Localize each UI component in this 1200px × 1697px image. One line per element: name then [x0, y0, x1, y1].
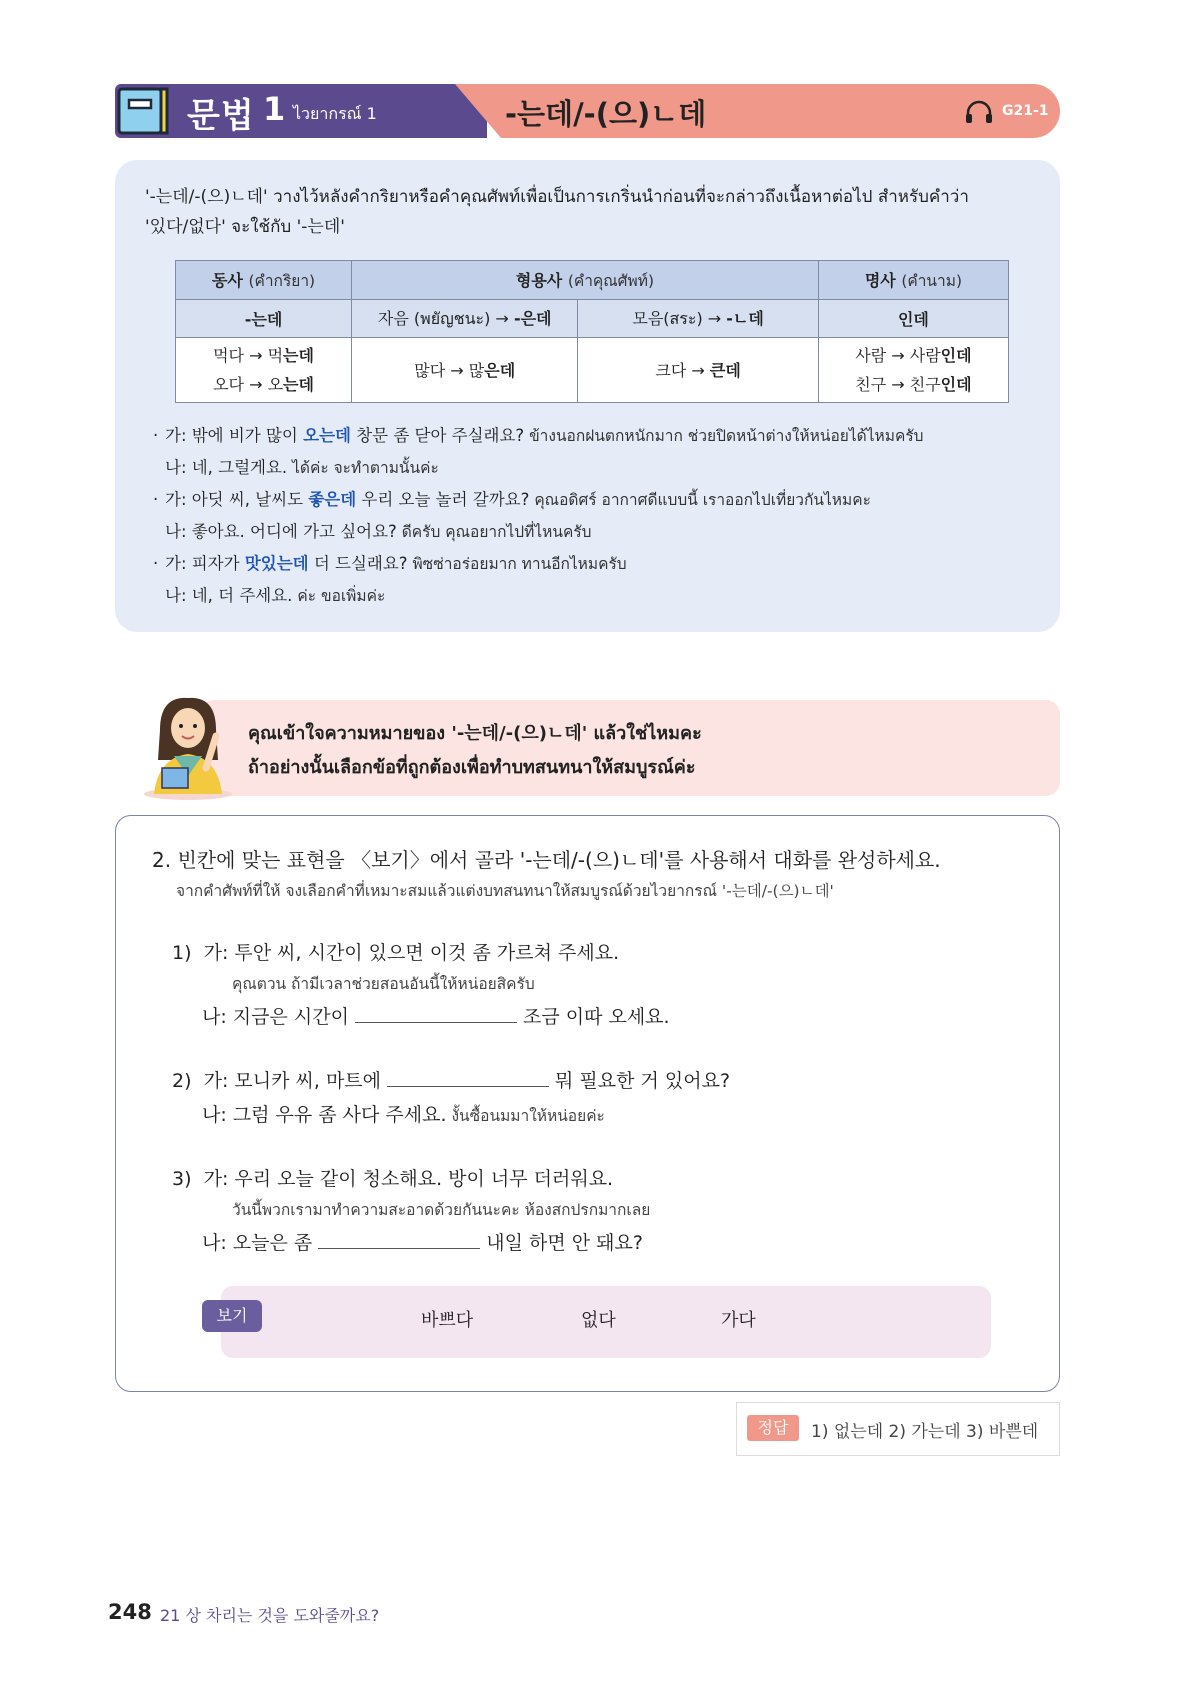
answer-blank-3[interactable]: [318, 1230, 480, 1249]
header-noun: 명사 (คำนาม): [818, 261, 1008, 300]
conjugation-table: [175, 260, 1009, 403]
word-bank-item[interactable]: 가다: [721, 1310, 756, 1331]
chapter-title: 21 상 차리는 것을 도와줄까요?: [160, 1606, 380, 1625]
banner-subtitle: ไวยากรณ์ 1: [293, 104, 377, 123]
consonant-form: 자음 (พยัญชนะ) → -은데: [352, 300, 578, 338]
intro-line-1: '-는데/-(으)ㄴ데' วางไว้หลังคำกริยาหรือคำคุณศัพท์เพื่อเป็นการเกริ่นนำก่อนที่จะกล่าวถึงเนื้อหาต่อไป สำหรับคำว่า: [145, 187, 969, 207]
exercise-title: 2. 빈칸에 맞는 표현을 〈보기〉에서 골라 '-는데/-(으)ㄴ데'를 사용해서 대화를 완성하세요.: [152, 848, 941, 872]
example-1-b: 나: 네, 그럴게요. ได้ค่ะ จะทำตามนั้นค่ะ: [165, 458, 439, 477]
answer-label: 정답: [747, 1415, 799, 1441]
example-2-b: 나: 좋아요. 어디에 가고 싶어요? ดีครับ คุณอยากไปที่ไหนครับ: [165, 522, 592, 541]
header-verb: 동사 (คำกริยา): [176, 261, 352, 300]
tip-line-2: ถ้าอย่างนั้นเลือกข้อที่ถูกต้องเพื่อทำบทสนทนาให้สมบูรณ์ค่ะ: [248, 757, 696, 778]
example-3-a: · 가: 피자가 맛있는데 더 드실래요? พิซซ่าอร่อยมาก ทานอีกไหมครับ: [153, 554, 627, 573]
word-bank-item[interactable]: 없다: [581, 1310, 616, 1331]
vowel-form: 모음(สระ) → -ㄴ데: [578, 300, 818, 338]
item-3-b: 나: 오늘은 좀 내일 하면 안 돼요?: [202, 1232, 643, 1254]
page-number: 248: [108, 1600, 152, 1624]
answer-key: [736, 1402, 1060, 1456]
item-3-a-th: วันนี้พวกเรามาทำความสะอาดด้วยกันนะคะ ห้องสกปรกมากเลย: [232, 1201, 651, 1219]
item-2-a: 2) 가: 모니카 씨, 마트에 뭐 필요한 거 있어요?: [172, 1070, 731, 1092]
headphones-icon[interactable]: [965, 100, 993, 124]
item-3-a: 3) 가: 우리 오늘 같이 청소해요. 방이 너무 더러워요.: [172, 1168, 614, 1190]
example-3-b: 나: 네, 더 주세요. ค่ะ ขอเพิ่มค่ะ: [165, 586, 386, 605]
tip-line-1: คุณเข้าใจความหมายของ '-는데/-(으)ㄴ데' แล้วใช่ไหมคะ: [248, 723, 702, 744]
answer-blank-2[interactable]: [387, 1068, 549, 1087]
item-2-b: 나: 그럼 우유 좀 사다 주세요. งั้นซื้อนมมาให้หน่อยค่ะ: [202, 1104, 605, 1126]
item-1-b: 나: 지금은 시간이 조금 이따 오세요.: [202, 1006, 670, 1028]
intro-line-2: '있다/없다' จะใช้กับ '-는데': [145, 217, 345, 237]
audio-track-code[interactable]: G21-1: [1002, 103, 1049, 119]
banner-grammar: -는데/-(으)ㄴ데: [505, 97, 707, 131]
teacher-illustration: [140, 690, 236, 800]
vowel-example: 크다 → 큰데: [578, 338, 818, 403]
example-1-a: · 가: 밖에 비가 많이 오는데 창문 좀 닫아 주실래요? ข้างนอกฝนตกหนักมาก ช่วยปิดหน้าต่างให้หน่อยได้ไหมครับ: [153, 426, 924, 445]
banner-title: 문법: [187, 96, 255, 136]
verb-form: -는데: [176, 300, 352, 338]
item-1-a: 1) 가: 투안 씨, 시간이 있으면 이것 좀 가르쳐 주세요.: [172, 942, 620, 964]
consonant-example: 많다 → 많은데: [352, 338, 578, 403]
header-adjective: 형용사 (คำคุณศัพท์): [352, 261, 819, 300]
noun-form: 인데: [818, 300, 1008, 338]
noun-examples: 사람 → 사람인데 친구 → 친구인데: [818, 338, 1008, 403]
word-bank-item[interactable]: 바쁘다: [421, 1310, 474, 1331]
example-2-a: · 가: 아딧 씨, 날씨도 좋은데 우리 오늘 놀러 갈까요? คุณอดิศร์ อากาศดีแบบนี้ เราออกไปเที่ยวกันไหมคะ: [153, 490, 871, 509]
answer-text: 1) 없는데 2) 가는데 3) 바쁜데: [811, 1422, 1039, 1442]
verb-examples: 먹다 → 먹는데 오다 → 오는데: [176, 338, 352, 403]
grammar-banner: [115, 84, 1060, 138]
exercise-subtitle: จากคำศัพท์ที่ให้ จงเลือกคำที่เหมาะสมแล้วแต่งบทสนทนาให้สมบูรณ์ด้วยไวยากรณ์ '-는데/-(으)ㄴ데': [176, 882, 834, 900]
exercise-box: [115, 815, 1060, 1392]
item-1-a-th: คุณตวน ถ้ามีเวลาช่วยสอนอันนี้ให้หน่อยสิครับ: [232, 975, 535, 993]
banner-number: 1: [263, 90, 286, 128]
word-bank-label: 보기: [202, 1300, 262, 1332]
book-icon: [117, 86, 169, 136]
tip-bubble: [200, 700, 1060, 796]
explanation-box: [115, 160, 1060, 632]
answer-blank-1[interactable]: [355, 1004, 517, 1023]
